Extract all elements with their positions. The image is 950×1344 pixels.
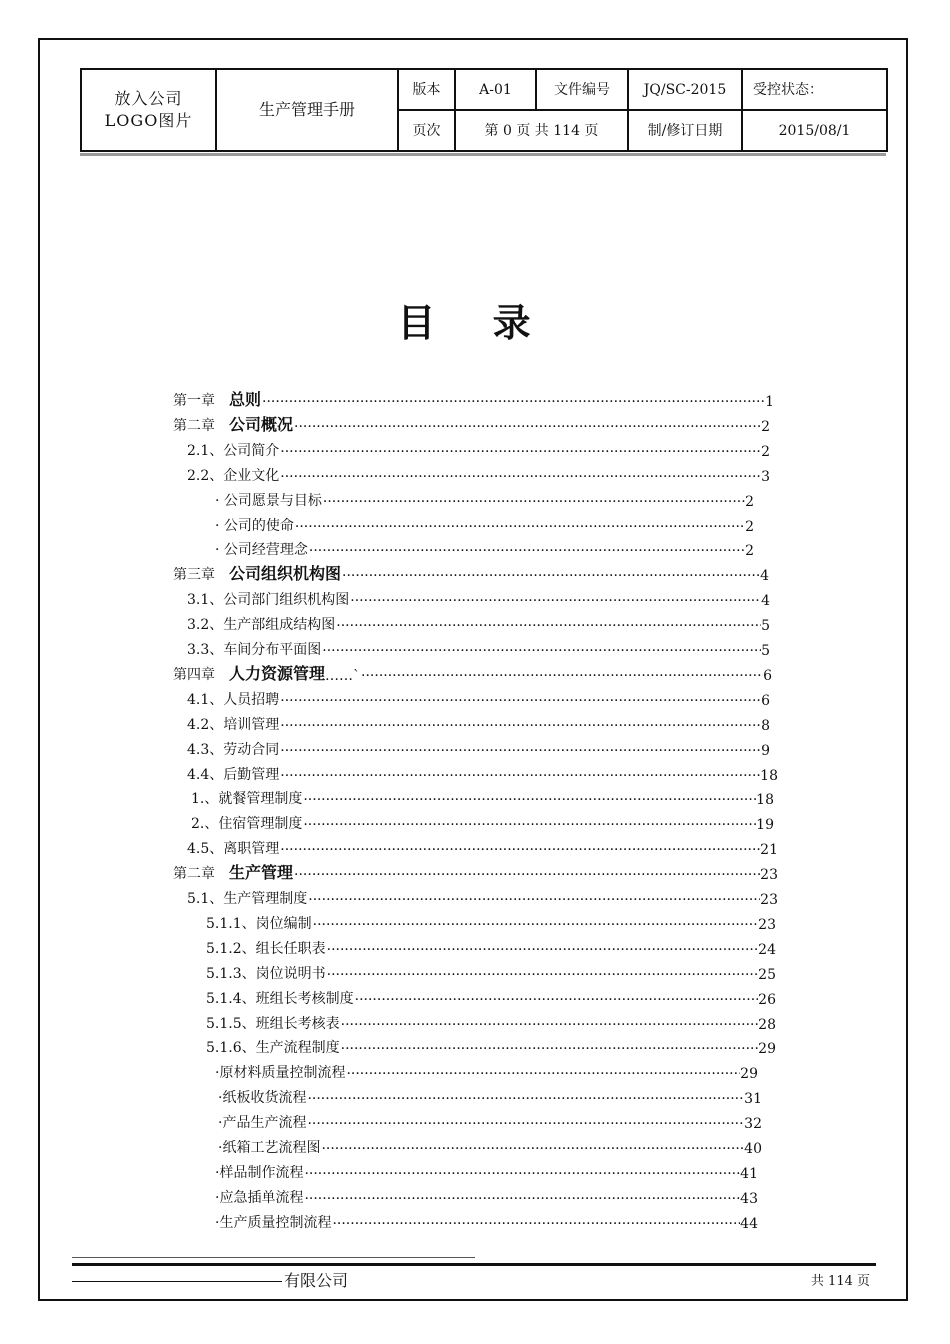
toc-entry-label: 5.1.2、组长任职表	[206, 940, 326, 957]
toc-chapter-number: 第二章	[173, 866, 215, 883]
toc-page-number: 2	[745, 518, 754, 535]
toc-dot-leader	[306, 1116, 744, 1132]
toc-entry	[206, 984, 776, 1008]
toc-dot-leader	[261, 394, 765, 410]
revision-date-value: 2015/08/1	[742, 110, 887, 151]
toc-entry-label: 5.1.3、岗位说明书	[206, 965, 326, 982]
toc-entry-label: 5.1.1、岗位编制	[206, 915, 312, 932]
toc-page-number: 41	[740, 1165, 758, 1182]
footer-blank-line	[72, 1281, 282, 1282]
toc-dot-leader	[340, 1041, 759, 1057]
toc-page-number: 6	[761, 692, 770, 709]
version-value: A-01	[455, 69, 536, 110]
toc-entry	[187, 884, 778, 908]
header-rule	[80, 153, 886, 156]
toc-page-number: 3	[761, 468, 770, 485]
revision-date-label: 制/修订日期	[628, 110, 742, 151]
toc-entry	[187, 585, 770, 609]
logo-line-2: LOGO图片	[104, 111, 193, 130]
toc-page-number: 18	[756, 792, 774, 809]
toc-dot-leader	[307, 892, 760, 908]
toc-dot-leader	[326, 942, 759, 958]
toc-dot-leader	[335, 618, 761, 634]
toc-dot-leader	[303, 1166, 740, 1182]
toc-page-number: 28	[758, 1016, 776, 1033]
toc-chapter-name: 总则	[229, 390, 262, 409]
toc-entry	[215, 1208, 758, 1232]
toc-page-number: 26	[758, 991, 776, 1008]
toc-page-number: 29	[740, 1066, 758, 1083]
document-header-table	[80, 68, 888, 152]
toc-entry-label: ·原材料质量控制流程	[215, 1065, 346, 1082]
toc-dot-leader	[306, 1091, 744, 1107]
toc-chapter-name: 公司组织机构图	[229, 564, 342, 584]
toc-page-number: 31	[744, 1091, 762, 1108]
toc-entry	[215, 1158, 758, 1182]
toc-entry-label: ·样品制作流程	[215, 1164, 304, 1181]
toc-entry-label: ……`	[325, 667, 361, 684]
footer-thick-rule	[72, 1263, 876, 1266]
toc-entry	[206, 909, 776, 933]
toc-page-number: 9	[761, 742, 770, 759]
toc-entry-label: 3.2、生产部组成结构图	[187, 617, 336, 634]
toc-page-number: 2	[761, 443, 770, 460]
toc-entry	[218, 1083, 762, 1107]
toc-entry-label: 4.3、劳动合同	[187, 741, 280, 758]
toc-page-number: 2	[745, 493, 754, 510]
toc-entry	[173, 660, 772, 684]
toc-page-number: 1	[765, 394, 774, 410]
toc-entry	[191, 809, 774, 833]
logo-placeholder	[81, 69, 216, 151]
toc-entry-label: 2.1、公司简介	[187, 442, 280, 459]
footer-total-pages: 共 114 页	[810, 1274, 870, 1289]
version-label: 版本	[398, 69, 455, 110]
toc-entry	[187, 735, 770, 759]
toc-entry-label: ·应急插单流程	[215, 1189, 304, 1206]
toc-entry-label: 5.1.4、班组长考核制度	[206, 990, 354, 1007]
toc-dot-leader	[279, 768, 760, 784]
toc-page-number: 4	[761, 593, 770, 610]
toc-entry-label: 2.、住宿管理制度	[191, 816, 303, 833]
toc-chapter-name: 生产管理	[229, 863, 294, 883]
toc-dot-leader	[320, 1141, 744, 1157]
toc-entry	[218, 1108, 762, 1132]
toc-page-number: 2	[745, 543, 754, 560]
toc-entry	[187, 436, 770, 460]
toc-entry-label: 4.4、后勤管理	[187, 766, 280, 783]
toc-dot-leader	[345, 1066, 740, 1082]
toc-chapter-number: 第一章	[173, 393, 215, 409]
toc-dot-leader	[341, 568, 760, 584]
toc-entry	[215, 1183, 758, 1207]
footer-company-name: 有限公司	[284, 1271, 349, 1290]
toc-entry-label: 1.、就餐管理制度	[191, 791, 303, 808]
toc-entry	[215, 511, 754, 535]
toc-dot-leader	[294, 519, 745, 535]
toc-dot-leader	[354, 992, 759, 1008]
toc-entry	[215, 1058, 758, 1082]
toc-entry-label: 3.3、车间分布平面图	[187, 642, 322, 658]
doc-no-value: JQ/SC-2015	[628, 69, 742, 110]
toc-entry	[173, 386, 774, 410]
toc-entry-label: 4.5、离职管理	[187, 841, 280, 858]
toc-dot-leader	[340, 1017, 759, 1033]
toc-entry-label: ·纸箱工艺流程图	[218, 1140, 321, 1156]
toc-dot-leader	[293, 419, 761, 435]
toc-entry	[218, 1133, 762, 1157]
control-status-label: 受控状态：	[742, 69, 887, 110]
toc-page-number: 23	[758, 916, 776, 933]
toc-entry	[173, 411, 770, 435]
toc-entry	[215, 486, 754, 510]
toc-chapter-name: 人力资源管理	[229, 663, 326, 683]
toc-dot-leader	[279, 444, 761, 460]
toc-entry-label: 3.1、公司部门组织机构图	[187, 592, 350, 609]
toc-dot-leader	[279, 842, 760, 858]
toc-dot-leader	[360, 668, 763, 684]
toc-dot-leader	[279, 718, 761, 734]
toc-page-number: 4	[760, 568, 769, 585]
toc-dot-leader	[302, 792, 756, 808]
toc-dot-leader	[349, 593, 761, 609]
toc-entry	[187, 685, 770, 709]
toc-page-number: 21	[760, 842, 778, 859]
toc-page-number: 25	[758, 966, 776, 983]
logo-line-1: 放入公司	[114, 89, 183, 108]
toc-dot-leader	[279, 693, 761, 709]
toc-entry	[187, 710, 770, 734]
toc-entry	[187, 760, 778, 784]
toc-title: 目 录	[397, 301, 553, 345]
toc-entry	[206, 1033, 776, 1057]
toc-page-number: 18	[760, 767, 778, 784]
toc-page-number: 6	[763, 667, 772, 684]
toc-dot-leader	[302, 817, 756, 833]
doc-no-label: 文件编号	[536, 69, 628, 110]
toc-dot-leader	[308, 543, 745, 559]
toc-entry-label: 5.1.5、班组长考核表	[206, 1015, 340, 1032]
toc-page-number: 5	[761, 643, 770, 659]
toc-page-number: 23	[760, 892, 778, 908]
toc-chapter-number: 第四章	[173, 666, 215, 683]
toc-page-number: 23	[760, 867, 778, 884]
toc-chapter-number: 第三章	[173, 567, 215, 584]
toc-chapter-number: 第二章	[173, 417, 215, 434]
toc-entry-label: 5.1、生产管理制度	[187, 891, 308, 907]
toc-dot-leader	[312, 917, 759, 933]
toc-dot-leader	[321, 643, 761, 659]
toc-entry-label: ·纸板收货流程	[218, 1090, 307, 1107]
toc-entry-label: · 公司愿景与目标	[215, 492, 322, 509]
toc-entry-label: ·产品生产流程	[218, 1115, 307, 1132]
toc-entry	[187, 635, 770, 659]
manual-title: 生产管理手册	[216, 69, 398, 151]
toc-dot-leader	[303, 1191, 740, 1207]
toc-entry-label: 4.1、人员招聘	[187, 691, 280, 708]
toc-dot-leader	[322, 494, 745, 510]
toc-entry	[187, 461, 770, 485]
toc-page-number: 32	[744, 1116, 762, 1133]
toc-entry-label: ·生产质量控制流程	[215, 1214, 332, 1231]
page-value: 第 0 页 共 114 页	[455, 110, 628, 151]
toc-entry	[191, 784, 774, 808]
toc-page-number: 24	[758, 941, 776, 958]
toc-page-number: 5	[761, 618, 770, 635]
toc-dot-leader	[279, 469, 761, 485]
toc-page-number: 19	[756, 817, 774, 834]
toc-dot-leader	[279, 743, 761, 759]
toc-entry	[215, 535, 754, 559]
toc-entry	[187, 610, 770, 634]
toc-entry-label: 5.1.6、生产流程制度	[206, 1040, 340, 1057]
toc-entry-label: 4.2、培训管理	[187, 716, 280, 733]
toc-entry-label: · 公司经营理念	[215, 542, 308, 559]
toc-page-number: 8	[761, 717, 770, 734]
toc-page-number: 44	[740, 1215, 758, 1232]
toc-page-number: 29	[758, 1041, 776, 1058]
toc-dot-leader	[326, 967, 759, 983]
toc-entry	[206, 959, 776, 983]
toc-chapter-name: 公司概况	[229, 414, 294, 434]
toc-dot-leader	[331, 1216, 740, 1232]
toc-entry	[187, 834, 778, 858]
footer-thin-rule	[72, 1257, 475, 1258]
toc-page-number: 43	[740, 1190, 758, 1207]
toc-entry-label: 2.2、企业文化	[187, 467, 280, 484]
toc-dot-leader	[293, 867, 760, 883]
footer-company	[72, 1268, 348, 1291]
toc-entry	[173, 560, 769, 584]
toc-entry	[206, 1009, 776, 1033]
toc-entry	[206, 934, 776, 958]
page-label: 页次	[398, 110, 455, 151]
toc-entry	[173, 859, 778, 883]
toc-entry-label: · 公司的使命	[215, 517, 294, 534]
toc-page-number: 2	[761, 418, 770, 435]
toc-page-number: 40	[744, 1141, 762, 1157]
